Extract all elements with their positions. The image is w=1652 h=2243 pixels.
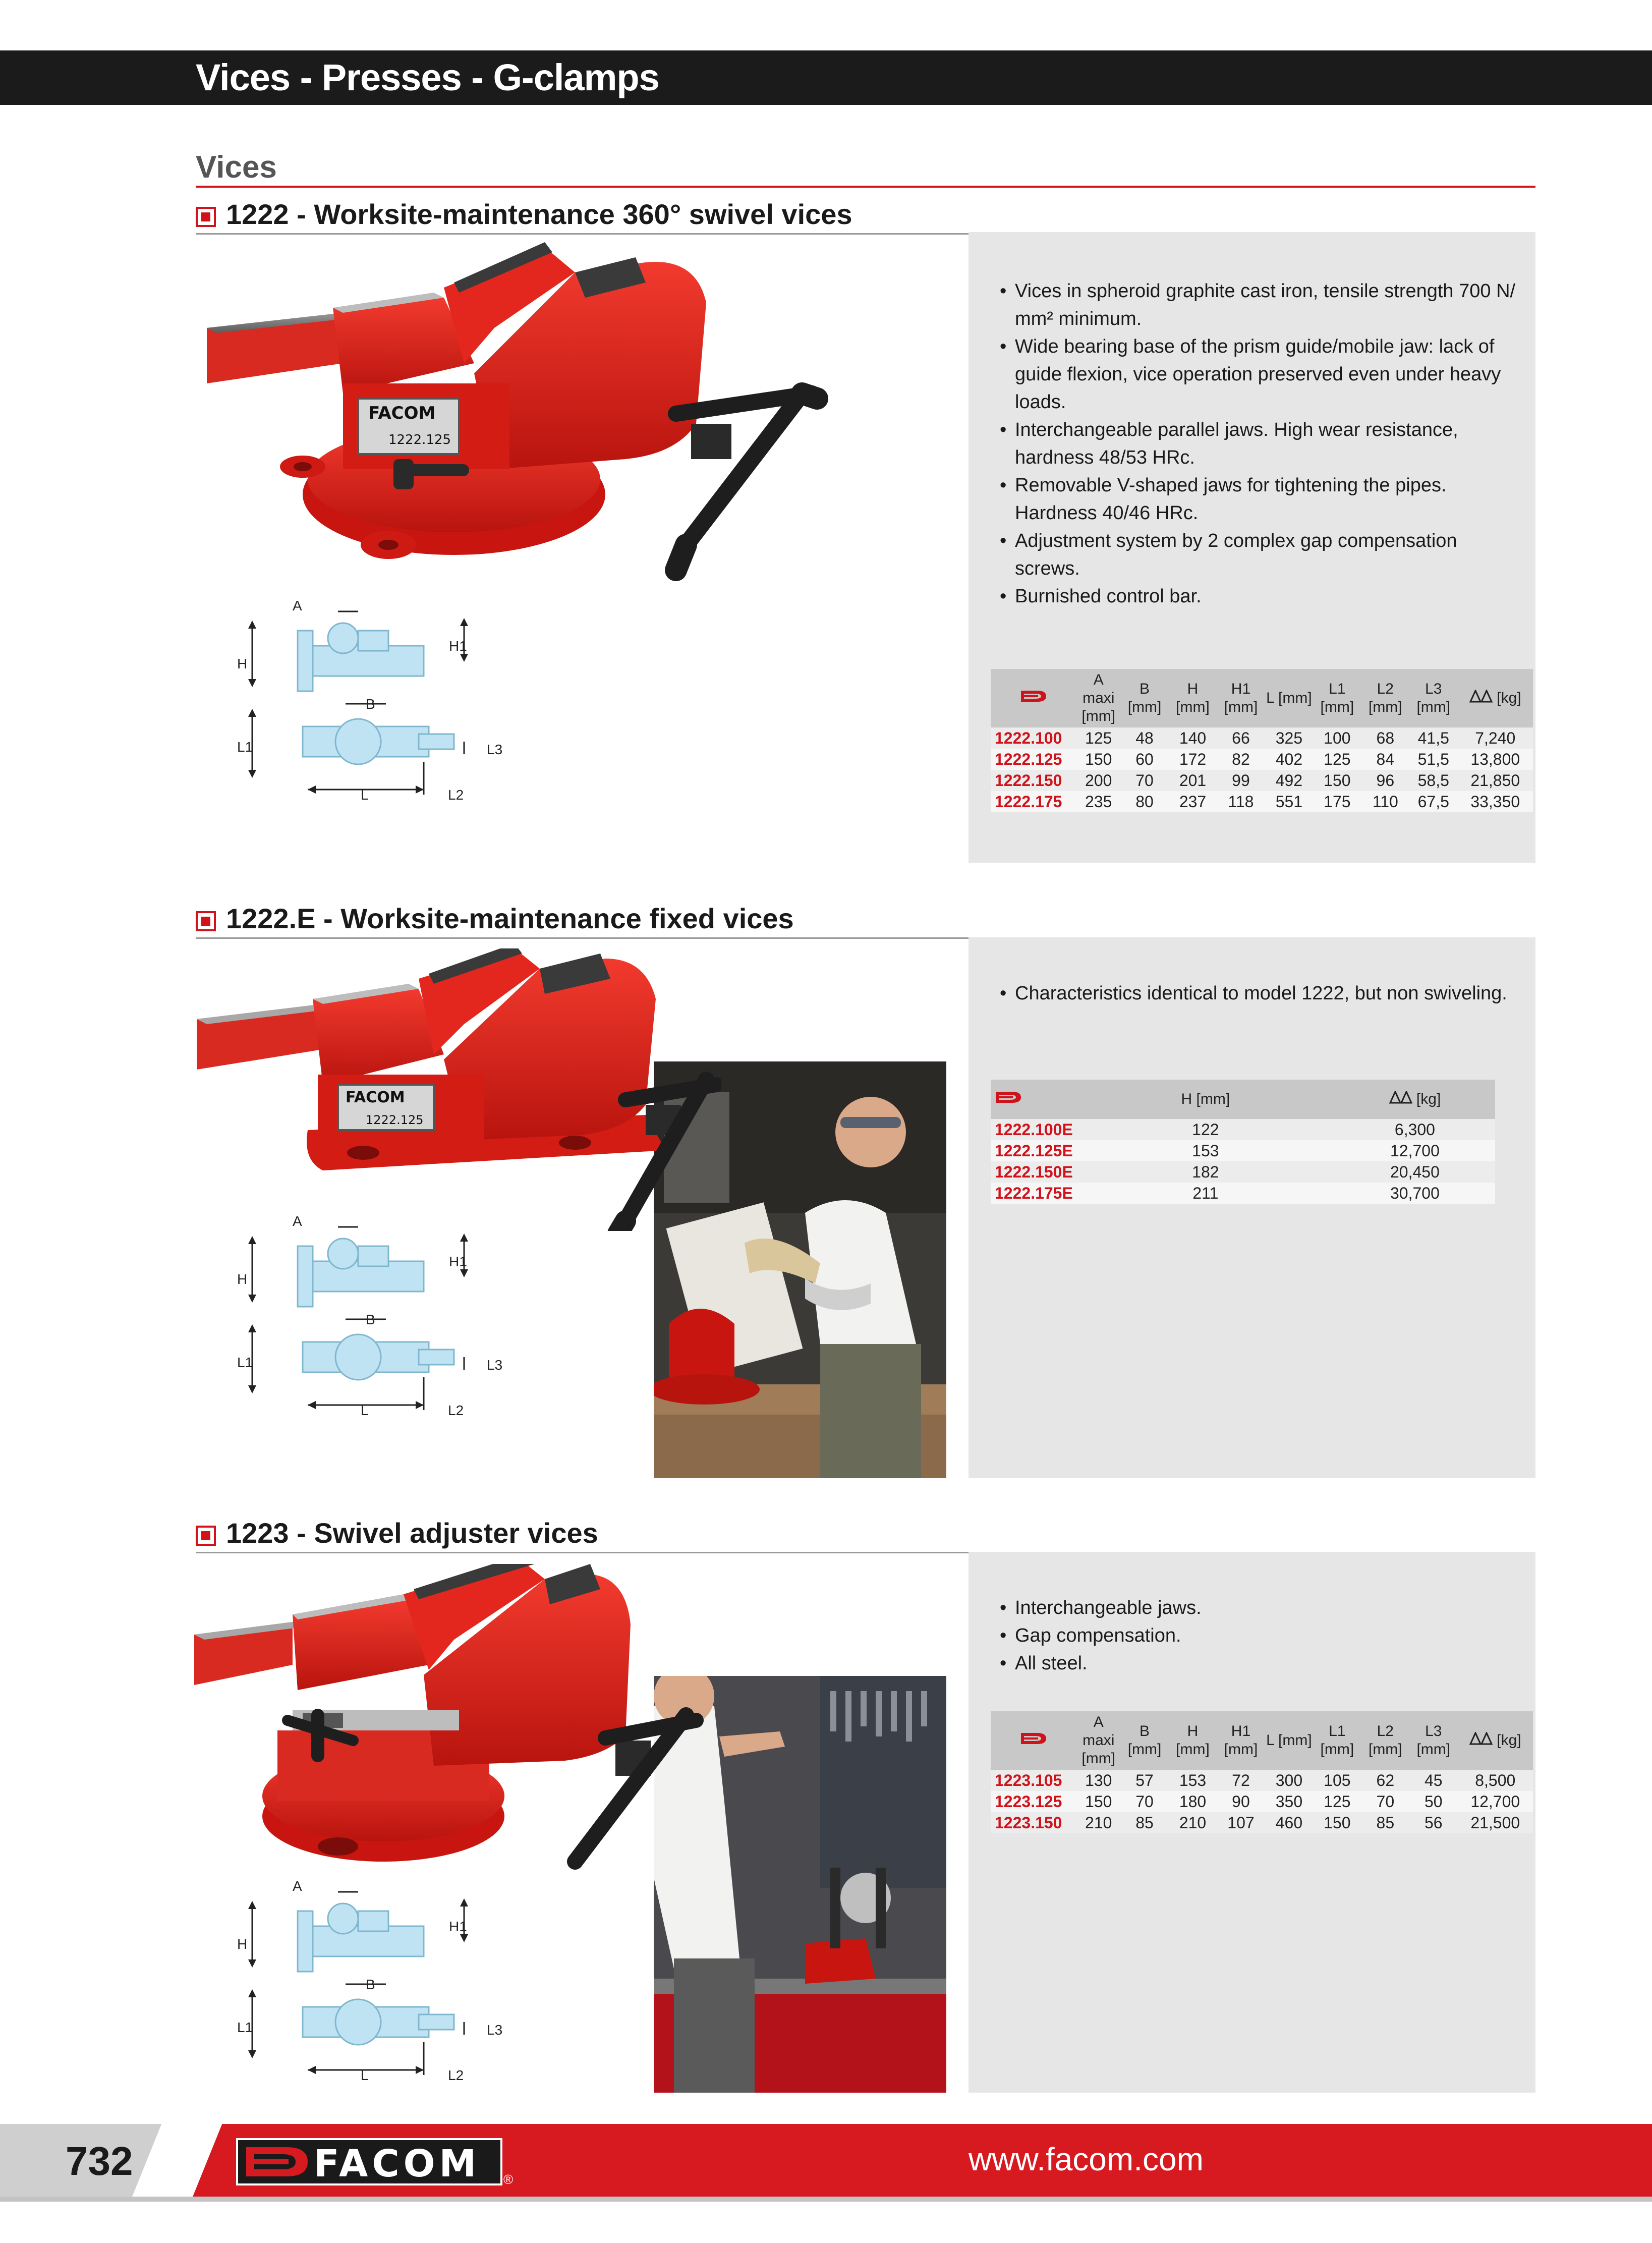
table-row: 1223.150 210 85 210 107 460 150 85 56 21,500: [991, 1812, 1533, 1833]
product-title: 1222.E - Worksite-maintenance fixed vices: [226, 903, 794, 934]
product-heading-1222e: [196, 902, 1535, 937]
facom-logo-icon: [991, 669, 1076, 727]
footer-rule: [0, 2197, 1652, 2202]
col-header: L1 [mm]: [1313, 1711, 1361, 1770]
col-header: L2 [mm]: [1361, 669, 1409, 727]
dim-label-l3: L3: [487, 742, 503, 757]
dim-label-h: H: [237, 656, 248, 671]
logo-text: FACOM: [314, 2142, 481, 2185]
dim-label-l: L: [361, 2067, 369, 2083]
spec-table: [991, 1080, 1495, 1204]
facom-logo: [236, 2138, 502, 2185]
dim-label-l1: L1: [237, 2020, 253, 2035]
col-header: L [mm]: [1265, 669, 1313, 727]
page-title: Vices - Presses - G-clamps: [196, 57, 659, 98]
dim-label-a: A: [293, 600, 302, 613]
registered-mark: ®: [503, 2172, 514, 2187]
dim-label-b: B: [366, 696, 375, 712]
dim-label-l3: L3: [487, 2022, 503, 2038]
section-divider: [196, 186, 1535, 188]
table-row: 1222.150E 182 20,450: [991, 1161, 1495, 1183]
col-header: L3 [mm]: [1409, 669, 1457, 727]
dimension-diagram: [237, 1216, 509, 1428]
spec-panel-1222: [969, 232, 1535, 863]
dim-label-l2: L2: [448, 1403, 464, 1418]
table-row: 1223.125 150 70 180 90 350 125 70 50 12,700: [991, 1791, 1533, 1812]
dim-label-l2: L2: [448, 2067, 464, 2083]
dimension-diagram: [237, 600, 509, 812]
dim-label-h1: H1: [449, 638, 467, 654]
spec-table: [991, 1711, 1533, 1833]
dim-label-l: L: [361, 1403, 369, 1418]
svg-text:1222.125: 1222.125: [388, 432, 451, 447]
svg-text:FACOM: FACOM: [346, 1089, 405, 1106]
dim-label-b: B: [366, 1977, 375, 1992]
table-row: 1222.150 200 70 201 99 492 150 96 58,5 21,850: [991, 770, 1533, 791]
dim-label-l1: L1: [237, 739, 253, 755]
dim-label-h: H: [237, 1271, 248, 1287]
adjuster-vice-image: [192, 1564, 747, 1877]
facom-logo-icon: [245, 2146, 310, 2177]
col-header: H [mm]: [1169, 669, 1217, 727]
table-row: 1222.175E 211 30,700: [991, 1183, 1495, 1204]
fixed-vice-image: [192, 948, 721, 1231]
table-row: 1222.125E 153 12,700: [991, 1140, 1495, 1161]
section-title: Vices: [196, 150, 277, 185]
bullet-square-icon: [196, 207, 216, 227]
bullet-square-icon: [196, 1526, 216, 1546]
spec-panel-1223: [969, 1552, 1535, 2093]
col-header: A maxi [mm]: [1076, 669, 1120, 727]
col-header-weight: [kg]: [1458, 1711, 1533, 1770]
facom-logo-icon: [991, 1080, 1076, 1119]
feature-list: [990, 980, 1524, 1007]
spec-table: [991, 669, 1533, 812]
col-header: H [mm]: [1169, 1711, 1217, 1770]
dim-label-b: B: [366, 1312, 375, 1327]
col-header-weight: [kg]: [1458, 669, 1533, 727]
col-header-weight: [kg]: [1335, 1080, 1495, 1119]
product-heading-1222: [196, 198, 1535, 233]
feature-item: • Vices in spheroid graphite cast iron, tensile strength 700 N/ mm² minimum.: [990, 277, 1524, 333]
col-header: A maxi [mm]: [1076, 1711, 1120, 1770]
feature-item: • Wide bearing base of the prism guide/mobile jaw: lack of guide flexion, vice operation preserved even under heavy loads.: [990, 333, 1524, 416]
feature-item: • Interchangeable jaws.: [990, 1594, 1524, 1622]
facom-logo-icon: [991, 1711, 1076, 1770]
spec-panel-1222e: [969, 937, 1535, 1478]
dim-label-a: A: [293, 1216, 302, 1229]
feature-item: • Removable V-shaped jaws for tightening the pipes. Hardness 40/46 HRc.: [990, 472, 1524, 527]
col-header: H1 [mm]: [1217, 1711, 1265, 1770]
product-title: 1223 - Swivel adjuster vices: [226, 1517, 598, 1549]
svg-text:FACOM: FACOM: [368, 403, 436, 423]
feature-item: • Gap compensation.: [990, 1622, 1524, 1650]
feature-item: • All steel.: [990, 1650, 1524, 1677]
feature-item: • Characteristics identical to model 1222, but non swiveling.: [990, 980, 1524, 1007]
feature-list: [990, 1594, 1524, 1677]
table-row: 1222.125 150 60 172 82 402 125 84 51,5 13,800: [991, 749, 1533, 770]
feature-item: • Interchangeable parallel jaws. High wear resistance, hardness 48/53 HRc.: [990, 416, 1524, 472]
feature-list: [990, 277, 1524, 610]
product-heading-1223: [196, 1517, 1535, 1552]
bullet-square-icon: [196, 911, 216, 931]
dim-label-a: A: [293, 1881, 302, 1894]
col-header: H [mm]: [1076, 1080, 1335, 1119]
weight-icon: [1469, 690, 1493, 703]
table-row: 1222.100 125 48 140 66 325 100 68 41,5 7,240: [991, 727, 1533, 749]
col-header: L1 [mm]: [1313, 669, 1361, 727]
col-header: B [mm]: [1120, 1711, 1168, 1770]
table-row: 1222.100E 122 6,300: [991, 1119, 1495, 1140]
feature-item: • Burnished control bar.: [990, 583, 1524, 610]
col-header: B [mm]: [1120, 669, 1168, 727]
dim-label-l1: L1: [237, 1355, 253, 1370]
dim-label-h1: H1: [449, 1919, 467, 1934]
weight-icon: [1469, 1732, 1493, 1745]
dimension-diagram: [237, 1881, 509, 2093]
dim-label-h: H: [237, 1936, 248, 1952]
col-header: L2 [mm]: [1361, 1711, 1409, 1770]
dim-label-l: L: [361, 787, 369, 803]
feature-item: • Adjustment system by 2 complex gap compensation screws.: [990, 527, 1524, 583]
col-header: H1 [mm]: [1217, 669, 1265, 727]
swivel-vice-image: [192, 242, 837, 595]
dim-label-h1: H1: [449, 1254, 467, 1269]
svg-text:1222.125: 1222.125: [366, 1113, 424, 1127]
weight-icon: [1389, 1091, 1412, 1104]
page-number: 732: [66, 2139, 133, 2183]
website-link[interactable]: www.facom.com: [969, 2141, 1204, 2177]
table-row: 1222.175 235 80 237 118 551 175 110 67,5 33,350: [991, 791, 1533, 812]
col-header: L3 [mm]: [1409, 1711, 1457, 1770]
product-title: 1222 - Worksite-maintenance 360° swivel vices: [226, 198, 852, 230]
table-row: 1223.105 130 57 153 72 300 105 62 45 8,500: [991, 1770, 1533, 1791]
col-header: L [mm]: [1265, 1711, 1313, 1770]
dim-label-l3: L3: [487, 1357, 503, 1373]
dim-label-l2: L2: [448, 787, 464, 803]
